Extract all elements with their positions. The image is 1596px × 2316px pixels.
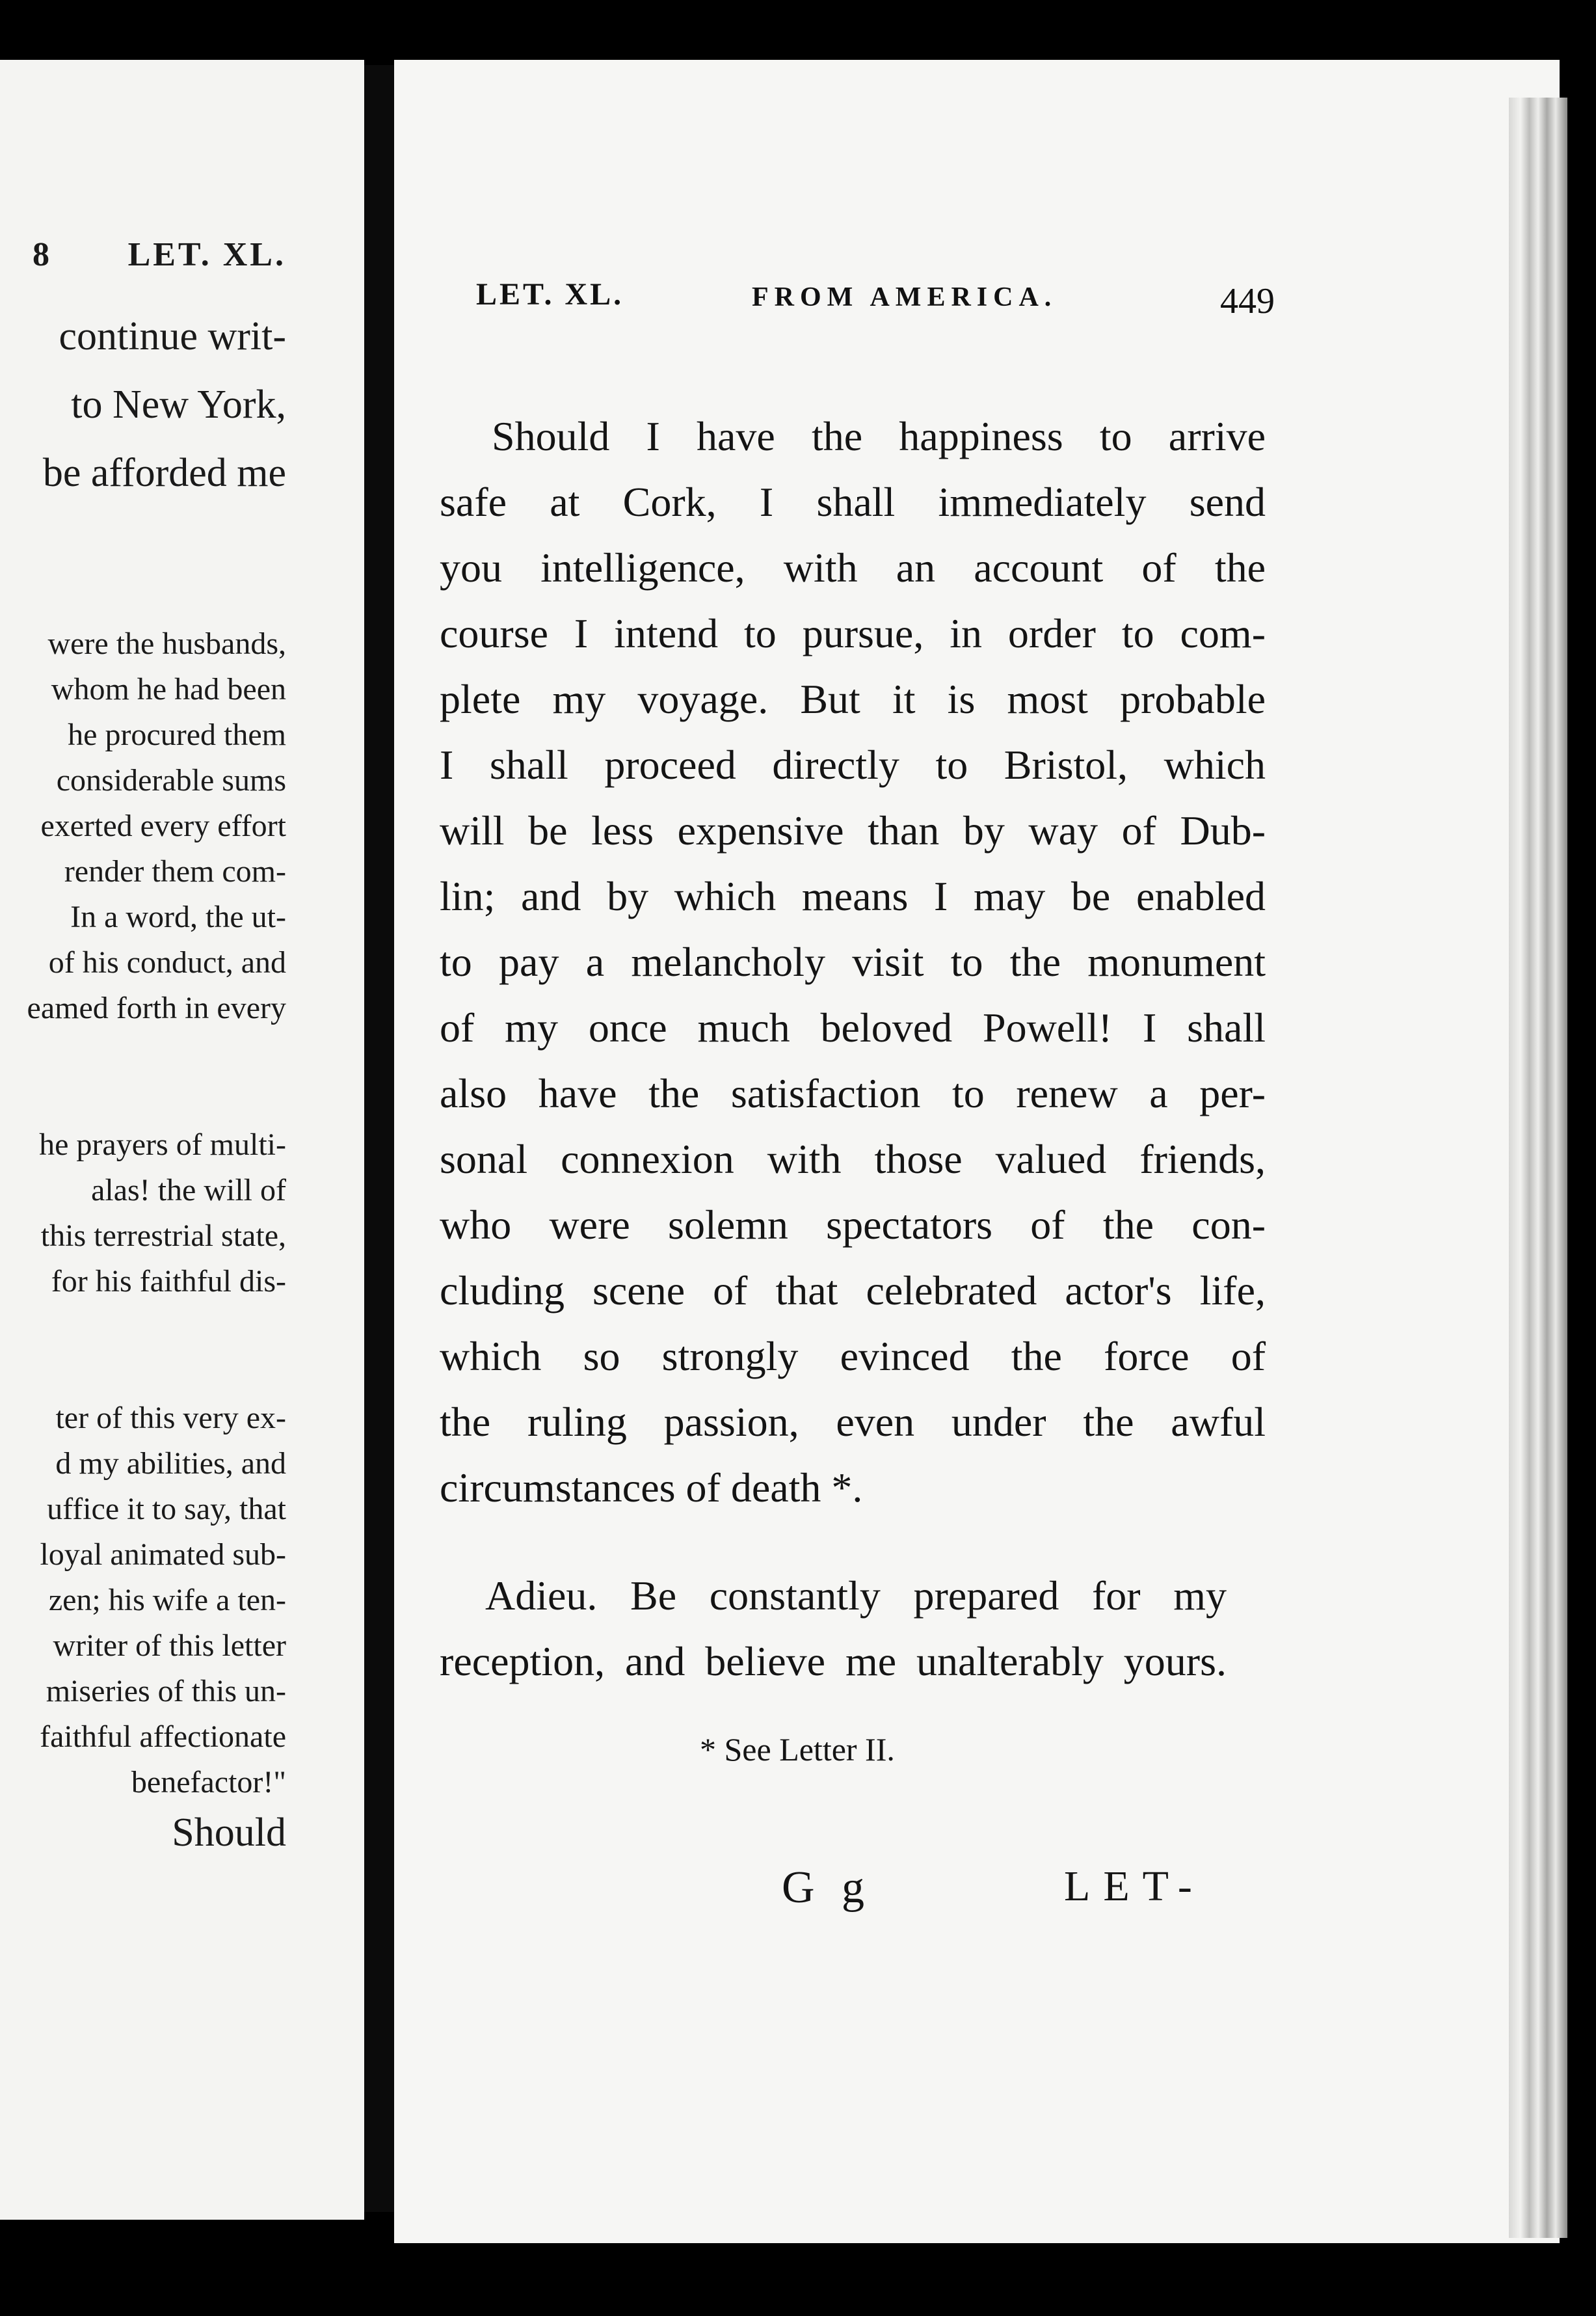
left-large-line: continue writ- (59, 314, 286, 358)
left-small-line: uffice it to say, that (47, 1492, 286, 1526)
text-line: which so strongly evinced the force of (440, 1333, 1266, 1379)
left-small-line: of his conduct, and (48, 945, 286, 980)
left-small-line: zen; his wife a ten- (48, 1583, 286, 1617)
text-line: who were solemn spectators of the con- (440, 1202, 1266, 1248)
page-number: 449 (1220, 281, 1275, 321)
left-small-line: this terrestrial state, (40, 1219, 286, 1253)
left-small-line: ter of this very ex- (55, 1401, 286, 1435)
text-line: the ruling passion, even under the awful (440, 1399, 1266, 1445)
left-small-line: considerable sums (56, 763, 286, 798)
left-large-line: be afforded me (42, 451, 286, 495)
page-edges (1509, 98, 1567, 2238)
left-small-line: exerted every effort (40, 809, 286, 843)
left-small-line: alas! the will of (91, 1173, 286, 1207)
text-line: I shall proceed directly to Bristol, which (440, 742, 1266, 788)
text-line: sonal connexion with those valued friends, (440, 1136, 1266, 1182)
left-small-line: faithful affectionate (40, 1719, 286, 1754)
text-line: you intelligence, with an account of the (440, 545, 1266, 591)
left-small-line: render them com- (64, 854, 286, 889)
text-line: to pay a melancholy visit to the monument (440, 939, 1266, 985)
left-page-number: 8 (33, 236, 52, 273)
page-header (394, 276, 1560, 329)
left-small-line: miseries of this un- (46, 1674, 286, 1708)
text-line: plete my voyage. But it is most probable (440, 676, 1266, 722)
left-small-line: he prayers of multi- (39, 1127, 286, 1162)
binding-gutter (364, 65, 394, 2212)
text-line: also have the satisfaction to renew a per- (440, 1070, 1266, 1116)
text-line: safe at Cork, I shall immediately send (440, 479, 1266, 525)
text-line: lin; and by which means I may be enabled (440, 873, 1266, 919)
left-running-head: LET. XL. (127, 236, 286, 273)
text-line: course I intend to pursue, in order to com- (440, 610, 1266, 656)
left-small-line: benefactor!" (131, 1765, 286, 1799)
text-line: circumstances of death *. (440, 1464, 863, 1511)
left-catchword: Should (172, 1811, 286, 1855)
left-small-line: he procured them (68, 718, 286, 752)
running-head-left: LET. XL. (476, 277, 624, 312)
catchword: LET- (1064, 1863, 1205, 1910)
text-line: cluding scene of that celebrated actor's life, (440, 1267, 1266, 1313)
left-large-line: to New York, (71, 383, 286, 427)
paragraph-2 (440, 1563, 1227, 1694)
left-small-line: writer of this letter (53, 1628, 286, 1663)
left-small-line: were the husbands, (47, 626, 286, 661)
running-head-center: FROM AMERICA. (752, 282, 1057, 312)
paragraph-1 (440, 403, 1266, 1520)
text-line: will be less expensive than by way of Dub- (440, 807, 1266, 854)
left-small-line: eamed forth in every (27, 991, 286, 1025)
signature-mark: G g (782, 1863, 873, 1913)
text-line: of my once much beloved Powell! I shall (440, 1004, 1266, 1051)
footnote: * See Letter II. (700, 1731, 895, 1768)
left-page (0, 60, 364, 2220)
left-small-line: d my abilities, and (55, 1446, 286, 1481)
left-small-line: loyal animated sub- (40, 1537, 286, 1572)
text-line: reception, and believe me unalterably yours. (440, 1638, 1227, 1684)
left-small-line: In a word, the ut- (70, 900, 286, 934)
text-line: Should I have the happiness to arrive (492, 413, 1266, 459)
text-line: Adieu. Be constantly prepared for my (485, 1572, 1227, 1619)
left-small-line: whom he had been (51, 672, 286, 707)
right-page (394, 60, 1560, 2243)
left-small-line: for his faithful dis- (51, 1264, 286, 1299)
